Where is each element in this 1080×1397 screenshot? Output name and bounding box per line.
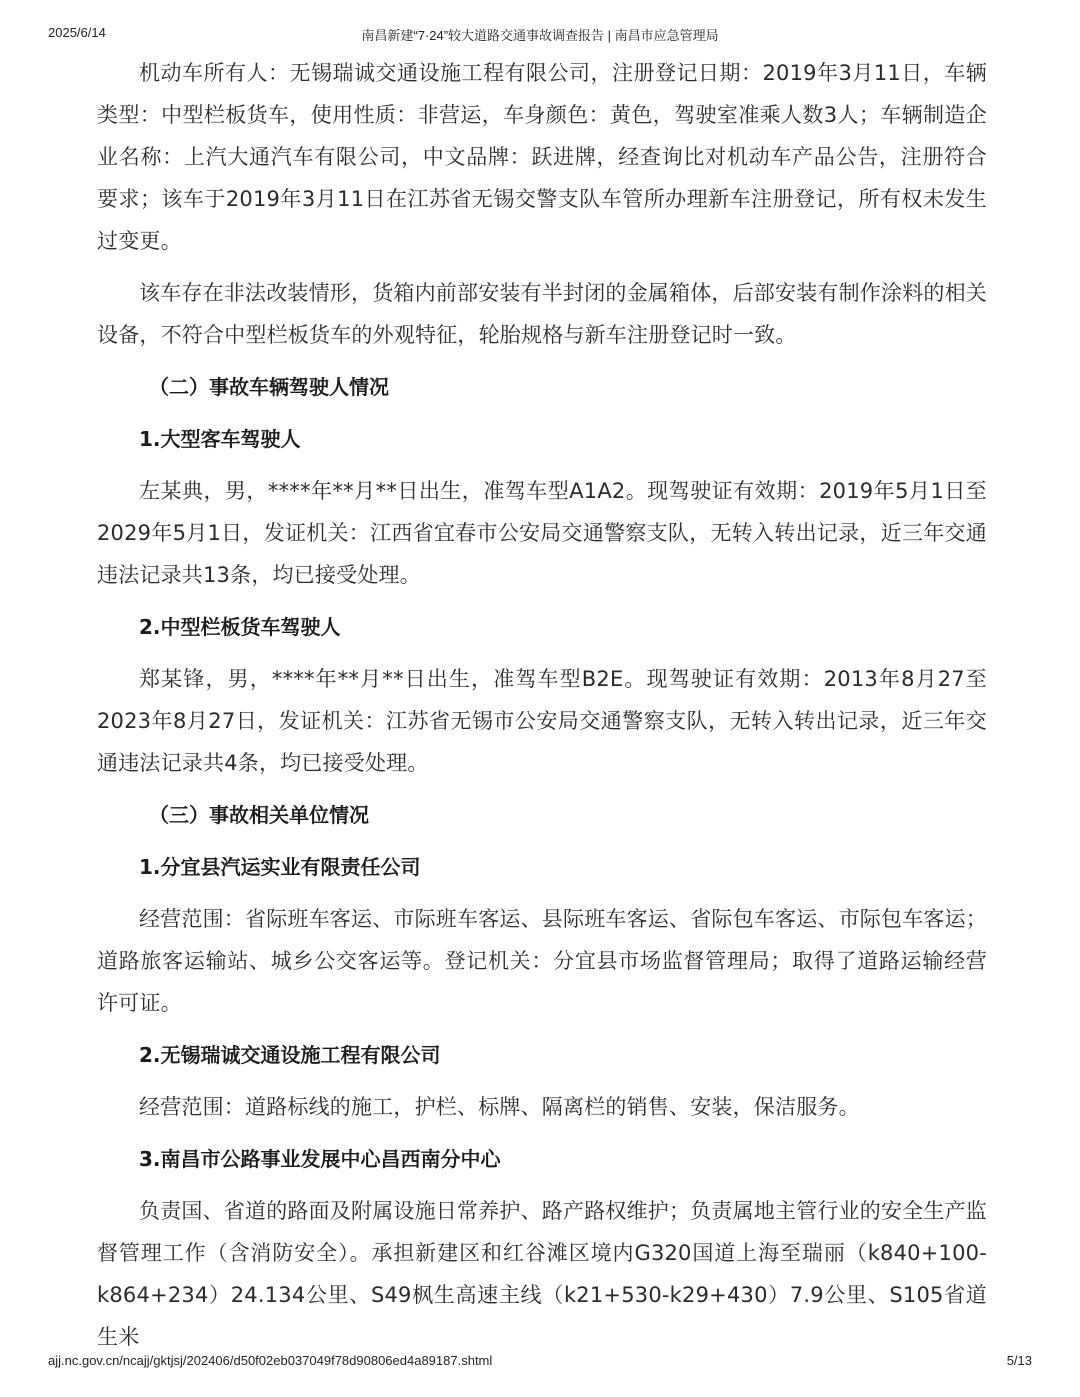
subheading-truck-driver: 2.中型栏板货车驾驶人 (139, 615, 341, 639)
subheading-bus-driver: 1.大型客车驾驶人 (139, 427, 301, 451)
paragraph-wuxi-ruicheng: 经营范围：道路标线的施工，护栏、标牌、隔离栏的销售、安装，保洁服务。 (139, 1095, 860, 1119)
subheading-fenyi-transport: 1.分宜县汽运实业有限责任公司 (139, 855, 421, 879)
subheading-highway-center: 3.南昌市公路事业发展中心昌西南分中心 (139, 1147, 501, 1171)
print-url: ajj.nc.gov.cn/ncajj/gktjsj/202406/d50f02eb037049f78d90806ed4a89187.shtml (48, 1353, 493, 1368)
document-body (97, 52, 987, 1358)
print-page-title: 南昌新建“7·24”较大道路交通事故调查报告 | 南昌市应急管理局 (361, 28, 719, 43)
paragraph-bus-driver: 左某典，男，****年**月**日出生，准驾车型A1A2。现驾驶证有效期：2019年5月1日至2029年5月1日，发证机关：江西省宜春市公安局交通警察支队，无转入转出记录，近三年交通违法记录共13条，均已接受处理。 (97, 479, 987, 587)
print-date: 2025/6/14 (48, 25, 106, 40)
paragraph-vehicle-owner: 机动车所有人：无锡瑞诚交通设施工程有限公司，注册登记日期：2019年3月11日，车辆类型：中型栏板货车，使用性质：非营运，车身颜色：黄色，驾驶室准乘人数3人；车辆制造企业名称：上汽大通汽车有限公司，中文品牌：跃进牌，经查询比对机动车产品公告，注册符合要求；该车于2019年3月11日在江苏省无锡交警支队车管所办理新车注册登记，所有权未发生过变更。 (97, 61, 987, 253)
subheading-wuxi-ruicheng: 2.无锡瑞诚交通设施工程有限公司 (139, 1043, 441, 1067)
section-heading-related-units: （三）事故相关单位情况 (149, 803, 369, 827)
paragraph-truck-driver: 郑某锋，男，****年**月**日出生，准驾车型B2E。现驾驶证有效期：2013年8月27至2023年8月27日，发证机关：江苏省无锡市公安局交通警察支队，无转入转出记录，近三年交通违法记录共4条，均已接受处理。 (97, 667, 987, 775)
section-heading-drivers: （二）事故车辆驾驶人情况 (149, 375, 389, 399)
paragraph-illegal-modification: 该车存在非法改装情形，货箱内前部安装有半封闭的金属箱体，后部安装有制作涂料的相关设备，不符合中型栏板货车的外观特征，轮胎规格与新车注册登记时一致。 (97, 281, 987, 347)
paragraph-fenyi-transport: 经营范围：省际班车客运、市际班车客运、县际班车客运、省际包车客运、市际包车客运；道路旅客运输站、城乡公交客运等。登记机关：分宜县市场监督管理局；取得了道路运输经营许可证。 (97, 907, 987, 1015)
paragraph-highway-center: 负责国、省道的路面及附属设施日常养护、路产路权维护；负责属地主管行业的安全生产监督管理工作（含消防安全）。承担新建区和红谷滩区境内G320国道上海至瑞丽（k840+100-k864+234）24.134公里、S49枫生高速主线（k21+530-k29+430）7.9公里、S105省道生米 (97, 1199, 987, 1349)
print-page-number: 5/13 (1006, 1353, 1032, 1368)
